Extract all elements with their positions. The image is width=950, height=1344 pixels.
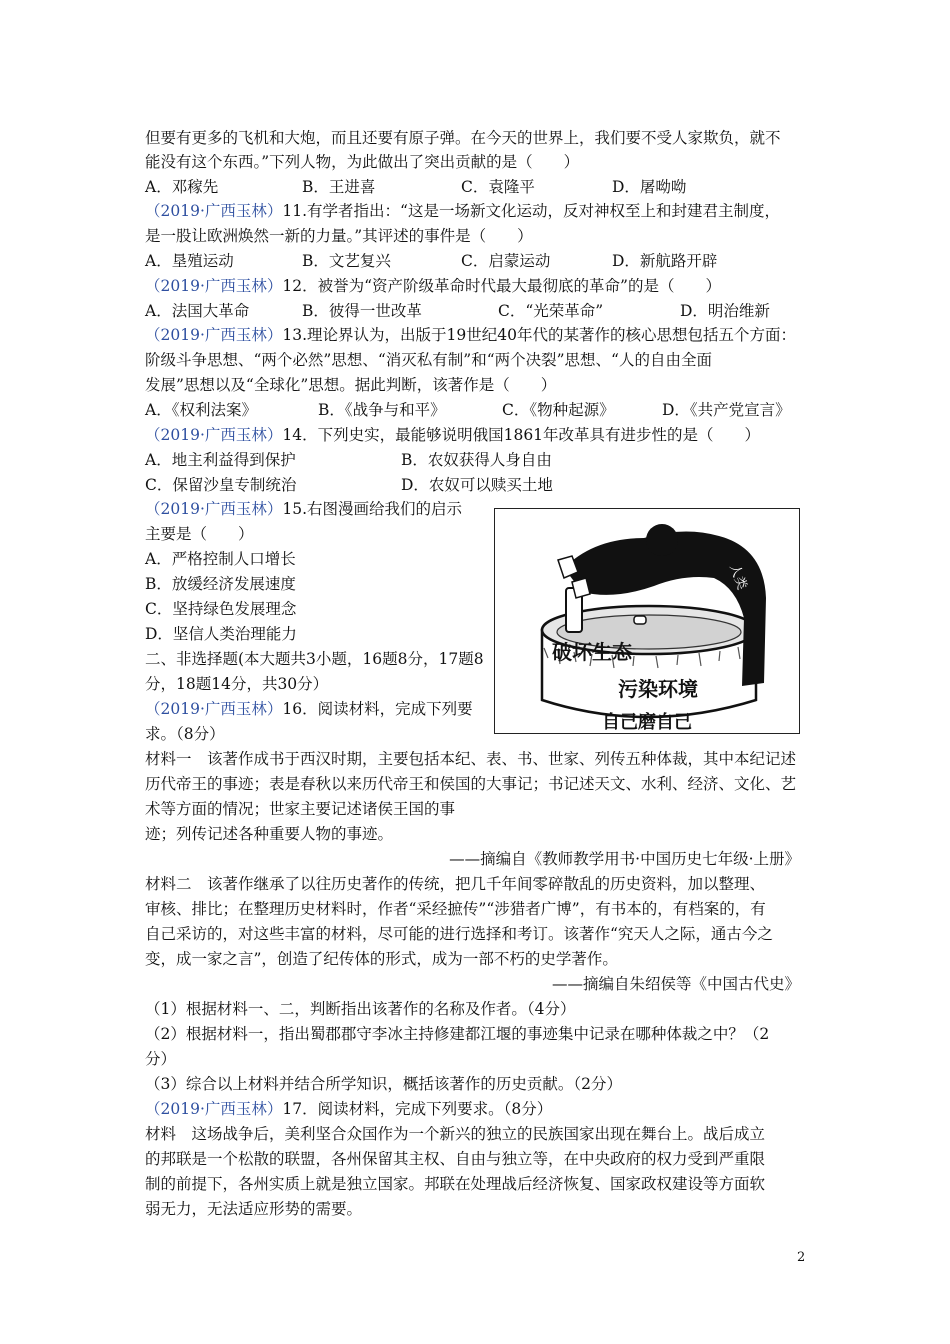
- q16-material1-citation: ——摘编自《教师教学用书·中国历史七年级·上册》: [449, 850, 800, 868]
- section2-heading-line1: 二、非选择题(本大题共3小题，16题8分，17题8: [145, 650, 484, 668]
- q16-material1-line4: 迹；列传记述各种重要人物的事迹。: [145, 825, 394, 843]
- q12-option-c: C．“光荣革命”: [498, 302, 604, 320]
- q17-material-line2: 的邦联是一个松散的联盟，各州保留其主权、自由与独立等，在中央政府的权力受到严重限: [145, 1150, 766, 1168]
- q10-option-d: D．屠呦呦: [612, 178, 687, 196]
- q15-option-d: D．坚信人类治理能力: [145, 625, 297, 643]
- cartoon-caption: 自己磨自己: [602, 712, 692, 733]
- q15-option-c: C．坚持绿色发展理念: [145, 600, 297, 618]
- q17-material-line1: 材料 这场战争后，美利坚合众国作为一个新兴的独立的民族国家出现在舞台上。战后成立: [145, 1125, 766, 1143]
- q14-option-c: C．保留沙皇专制统治: [145, 476, 297, 494]
- q17-text: 17．阅读材料，完成下列要求。（8分）: [282, 1100, 553, 1118]
- q11-line1: [145, 201, 780, 221]
- q10-option-c: C．袁隆平: [461, 178, 535, 196]
- q16-text: 16．阅读材料，完成下列要: [282, 700, 473, 718]
- q16-material2-line4: 变，成一家之言”，创造了纪传体的形式，成为一部不朽的史学著作。: [145, 950, 618, 968]
- q16-material2-line3: 自己采访的，对这些丰富的材料，尽可能的进行选择和考订。该著作“究天人之际，通古今之: [145, 925, 773, 943]
- section2-heading-line2: 分，18题14分，共30分）: [145, 675, 329, 693]
- cartoon-figure: [494, 508, 800, 734]
- q16-sub3: （3）综合以上材料并结合所学知识，概括该著作的历史贡献。（2分）: [145, 1075, 622, 1093]
- q16-source: （2019·广西玉林）: [145, 700, 283, 718]
- q11-option-d: D．新航路开辟: [612, 252, 718, 270]
- q14-option-a: A．地主利益得到保护: [145, 451, 296, 469]
- q10-option-b: B．王进喜: [302, 178, 376, 196]
- q12-option-a: A．法国大革命: [145, 302, 250, 320]
- q16-text-line2: 求。（8分）: [145, 725, 225, 743]
- q13-text-line3: 发展”思想以及“全球化”思想。据此判断，该著作是（ ）: [145, 376, 557, 394]
- q14-option-d: D．农奴可以赎买土地: [401, 476, 553, 494]
- q15-text-line2: 主要是（ ）: [145, 525, 254, 543]
- cartoon-label-damage-ecology: 破坏生态: [552, 640, 632, 664]
- q13-text-line2: 阶级斗争思想、“两个必然”思想、“消灭私有制”和“两个决裂”思想、“人的自由全面: [145, 351, 712, 369]
- q13-line1: [145, 325, 796, 345]
- q16-material2-citation: ——摘编自朱绍侯等《中国古代史》: [551, 975, 800, 993]
- q16-material1-line1: 材料一 该著作成书于西汉时期，主要包括本纪、表、书、世家、列传五种体裁，其中本纪记述: [145, 750, 797, 768]
- q11-option-c: C．启蒙运动: [461, 252, 551, 270]
- q11-text-line2: 是一股让欧洲焕然一新的力量。”其评述的事件是（ ）: [145, 227, 533, 245]
- q13-option-b: B．《战争与和平》: [318, 401, 446, 419]
- cartoon-label-pollute-environment: 污染环境: [618, 677, 698, 701]
- q16-material1-line3: 术等方面的情况；世家主要记述诸侯王国的事: [145, 800, 456, 818]
- q17-line1: [145, 1099, 552, 1119]
- q15-option-b: B．放缓经济发展速度: [145, 575, 296, 593]
- q15-source: （2019·广西玉林）: [145, 500, 283, 518]
- q12-option-b: B．彼得一世改革: [302, 302, 422, 320]
- q16-material1-line2: 历代帝王的事迹；表是春秋以来历代帝王和侯国的大事记；书记述天文、水利、经济、文化、艺: [145, 775, 797, 793]
- q13-option-c: C．《物种起源》: [502, 401, 615, 419]
- q12-option-d: D．明治维新: [680, 302, 770, 320]
- q17-source: （2019·广西玉林）: [145, 1100, 283, 1118]
- q13-option-a: A．《权利法案》: [145, 401, 257, 419]
- q11-option-b: B．文艺复兴: [302, 252, 391, 270]
- q14-option-b: B．农奴获得人身自由: [401, 451, 552, 469]
- q15-line1: [145, 499, 462, 519]
- q17-material-line4: 弱无力，无法适应形势的需要。: [145, 1200, 363, 1218]
- q16-line1: [145, 699, 473, 719]
- q16-sub1: （1）根据材料一、二，判断指出该著作的名称及作者。（4分）: [145, 1000, 576, 1018]
- page-number: 2: [797, 1250, 806, 1265]
- q12-line1: [145, 276, 721, 296]
- q15-option-a: A．严格控制人口增长: [145, 550, 296, 568]
- q16-sub2-line2: 分）: [145, 1050, 177, 1068]
- q16-material2-line2: 审核、排比；在整理历史材料时，作者“采经摭传”“涉猎者广博”，有书本的，有档案的，有: [145, 900, 766, 918]
- figure-label: 人类: [726, 562, 750, 592]
- q12-text: 12．被誉为“资产阶级革命时代最大最彻底的革命”的是（ ）: [282, 277, 721, 295]
- q16-sub2-line1: （2）根据材料一，指出蜀郡郡守李冰主持修建都江堰的事迹集中记录在哪种体裁之中？（2: [145, 1025, 770, 1043]
- q14-source: （2019·广西玉林）: [145, 426, 283, 444]
- q11-text: 11.有学者指出：“这是一场新文化运动，反对神权至上和封建君主制度，: [282, 202, 780, 220]
- q14-line1: [145, 425, 760, 445]
- q10-option-a: A．邓稼先: [145, 178, 219, 196]
- q15-text: 15.右图漫画给我们的启示: [282, 500, 463, 518]
- q17-material-line3: 制的前提下，各州实质上就是独立国家。邦联在处理战后经济恢复、国家政权建设等方面软: [145, 1175, 766, 1193]
- q12-source: （2019·广西玉林）: [145, 277, 283, 295]
- q11-source: （2019·广西玉林）: [145, 202, 283, 220]
- q16-material2-line1: 材料二 该著作继承了以往历史著作的传统，把几千年间零碎散乱的历史资料，加以整理、: [145, 875, 766, 893]
- q14-text: 14．下列史实，最能够说明俄国1861年改革具有进步性的是（ ）: [282, 426, 761, 444]
- q13-option-d: D．《共产党宣言》: [662, 401, 791, 419]
- q10-text-line1: 但要有更多的飞机和大炮，而且还要有原子弹。在今天的世界上，我们要不受人家欺负，就不: [145, 129, 781, 147]
- q11-option-a: A．垦殖运动: [145, 252, 234, 270]
- q13-source: （2019·广西玉林）: [145, 326, 283, 344]
- q13-text: 13.理论界认为，出版于19世纪40年代的某著作的核心思想包括五个方面：: [282, 326, 796, 344]
- q10-text-line2: 能没有这个东西。”下列人物，为此做出了突出贡献的是（ ）: [145, 153, 580, 171]
